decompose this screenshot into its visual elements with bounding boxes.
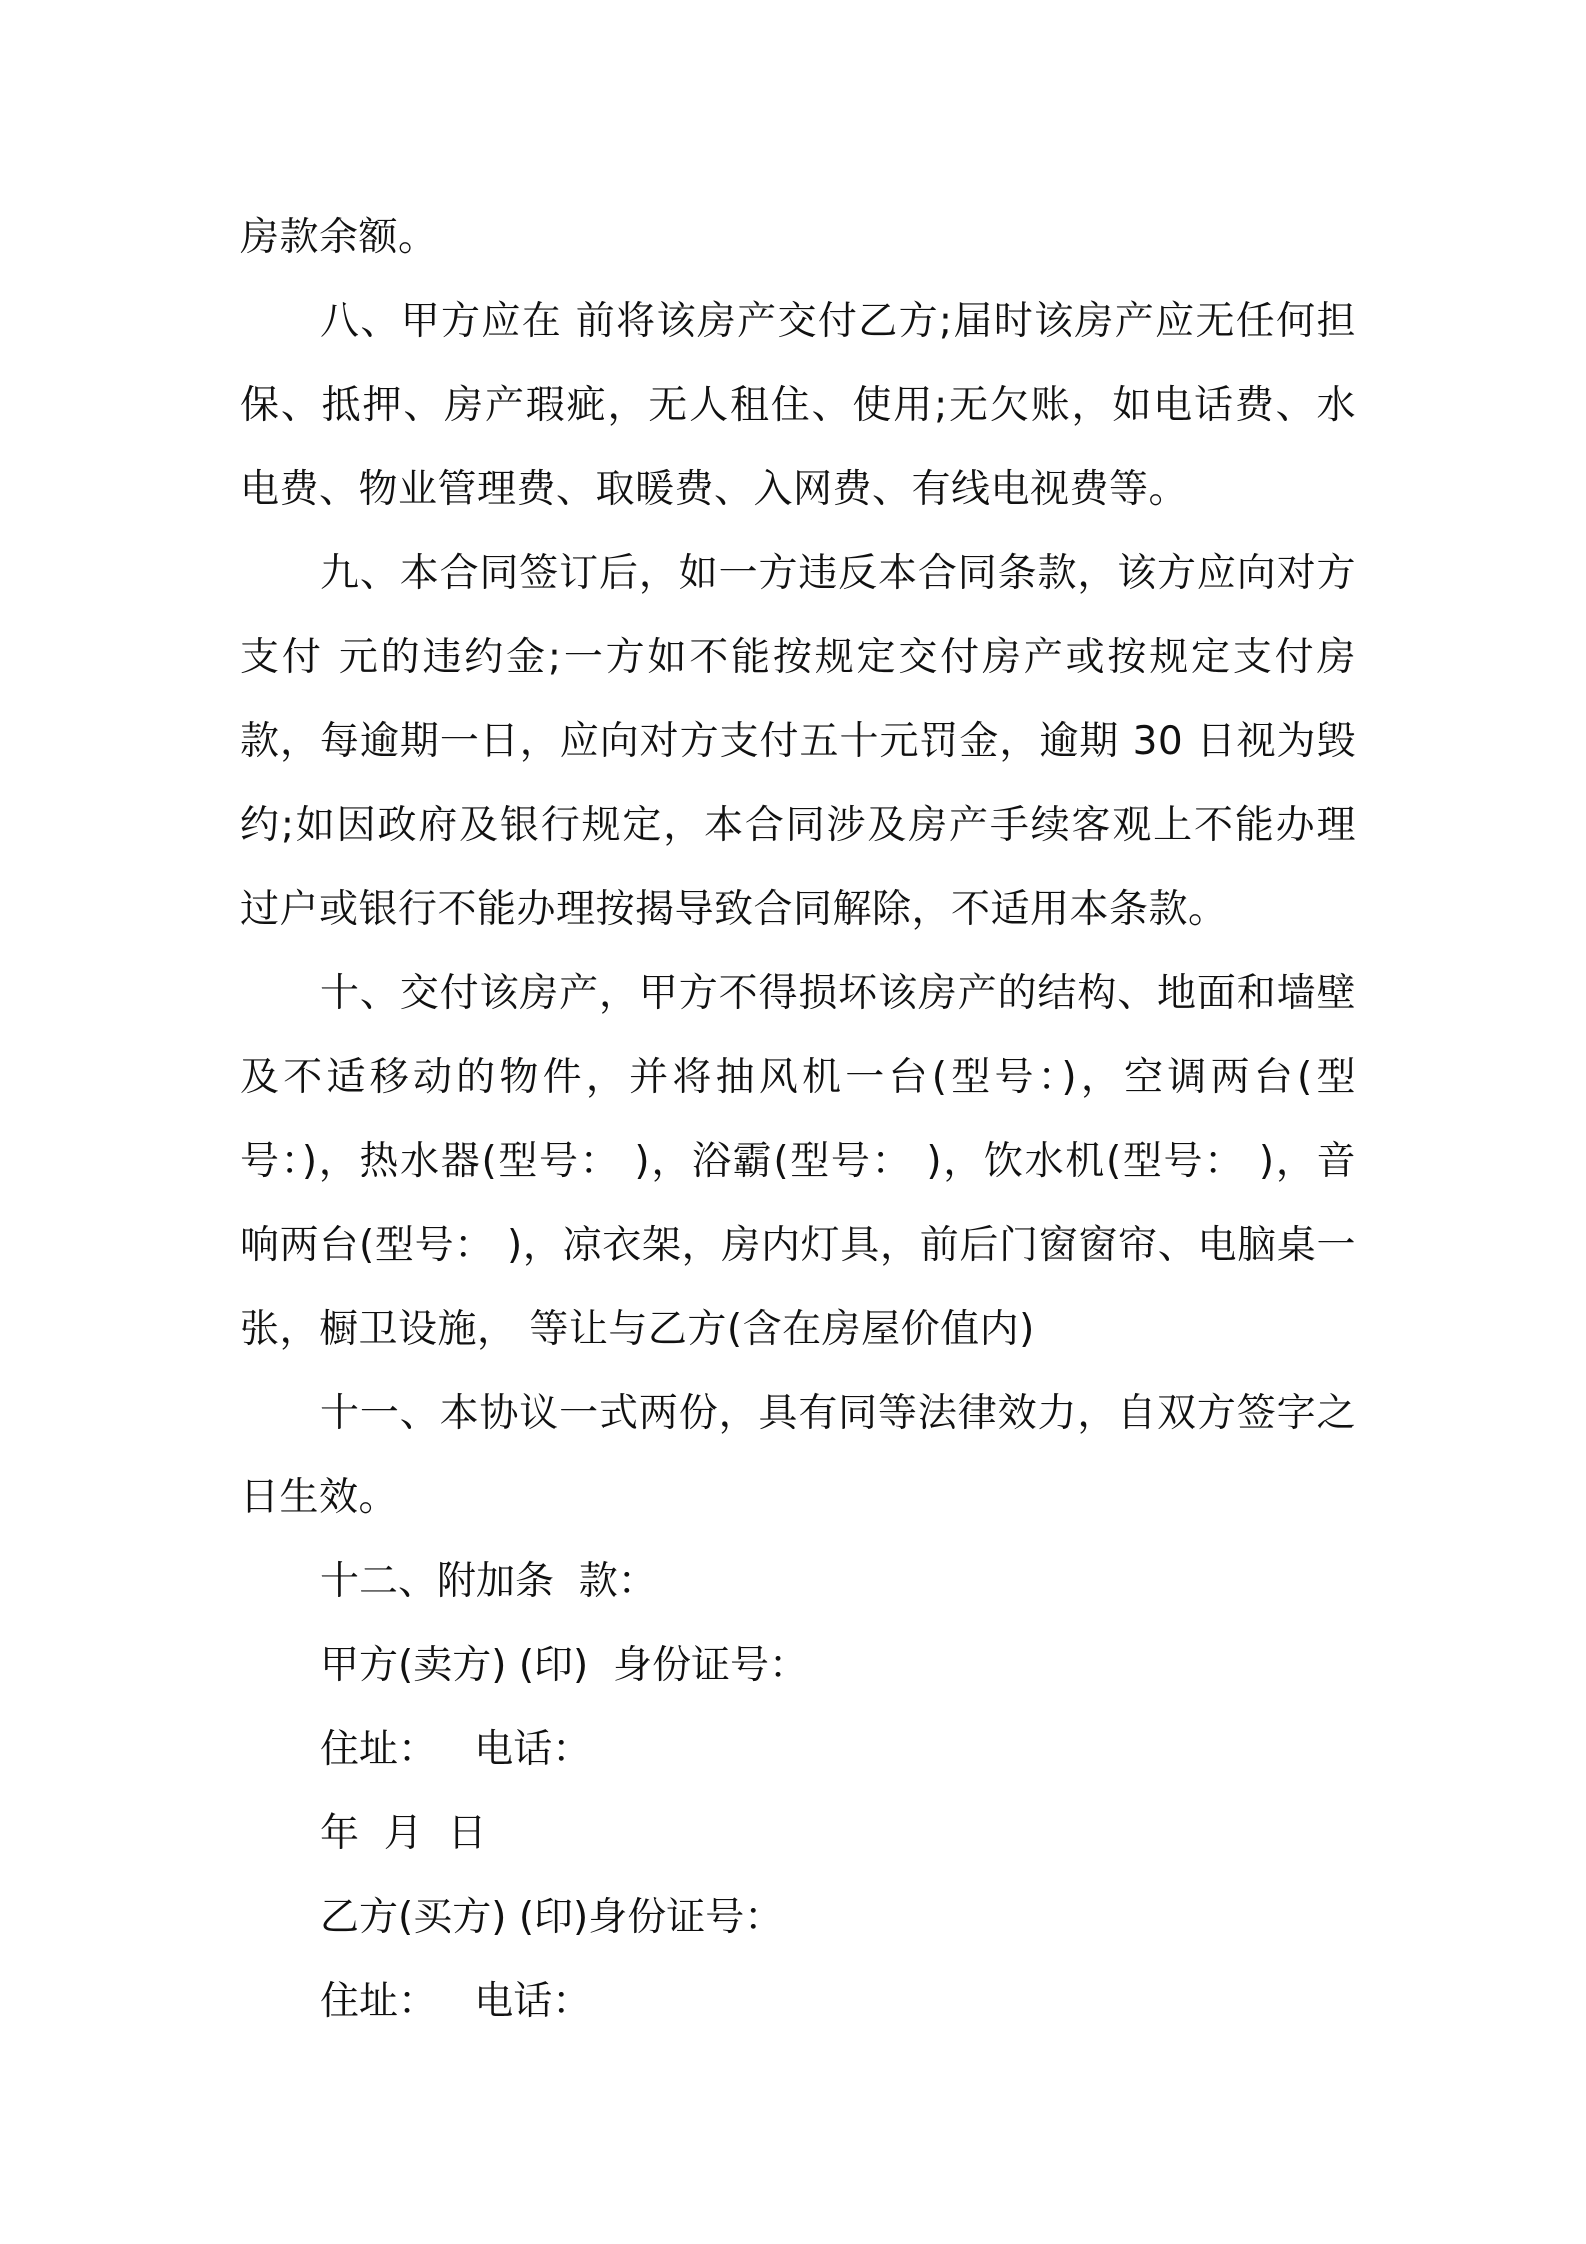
paragraph-clause-8: 八、甲方应在 前将该房产交付乙方;届时该房产应无任何担保、抵押、房产瑕疵，无人租住、使用;无欠账，如电话费、水电费、物业管理费、取暖费、入网费、有线电视费等。 — [240, 299, 1356, 512]
party-b-address-phone-line: 住址： 电话： — [320, 1979, 592, 2024]
party-a-address-phone-line: 住址： 电话： — [320, 1727, 592, 1772]
paragraph-clause-9: 九、本合同签订后，如一方违反本合同条款，该方应向对方支付 元的违约金;一方如不能按规定交付房产或按规定支付房款，每逾期一日，应向对方支付五十元罚金，逾期 30 日视为毁约;如因政府及银行规定，本合同涉及房产手续客观上不能办理过户或银行不能办理按揭导致合同解除，不适用本条款。 — [240, 551, 1356, 932]
party-b-id-line: 乙方(买方) (印)身份证号： — [320, 1895, 784, 1940]
paragraph-clause-10: 十、交付该房产，甲方不得损坏该房产的结构、地面和墙壁及不适移动的物件，并将抽风机一台(型号：)，空调两台(型号：)，热水器(型号： )，浴霸(型号： )，饮水机(型号： )，音响两台(型号： )，凉衣架，房内灯具，前后门窗窗帘、电脑桌一张，橱卫设施， 等让与乙方(含在房屋价值内) — [240, 971, 1356, 1352]
date-line: 年 月 日 — [320, 1811, 487, 1856]
paragraph-clause-11: 十一、本协议一式两份，具有同等法律效力，自双方签字之日生效。 — [240, 1391, 1356, 1520]
party-a-id-line: 甲方(卖方) (印) 身份证号： — [320, 1643, 809, 1688]
clause-12-heading: 十二、附加条 款： — [320, 1559, 657, 1604]
paragraph-balance: 房款余额。 — [240, 215, 438, 260]
document-body — [240, 196, 1356, 2044]
